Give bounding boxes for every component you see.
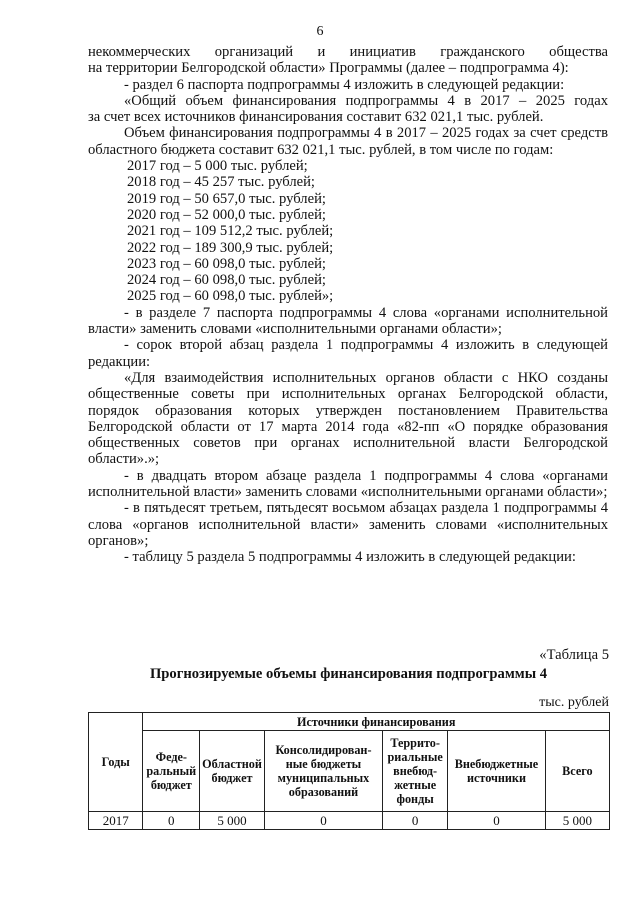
- year-line: 2020 год – 52 000,0 тыс. рублей;: [127, 206, 326, 223]
- paragraph: - в разделе 7 паспорта подпрограммы 4 слова «органами исполнительной власти» заменить словами «исполнительными органами области»;: [88, 304, 608, 338]
- header-territorial: Террито-риальные внебюд-жетные фонды: [383, 731, 448, 812]
- page-number: 6: [316, 24, 324, 39]
- year-line: 2018 год – 45 257 тыс. рублей;: [127, 174, 315, 191]
- header-municipal: Консолидирован-ные бюджеты муниципальных образований: [264, 731, 382, 812]
- year-line: 2019 год – 50 657,0 тыс. рублей;: [127, 190, 326, 207]
- paragraph: - в пятьдесят третьем, пятьдесят восьмом абзацах раздела 1 подпрограммы 4 слова «органов исполнительной власти» заменить словами «исполнительных органов»;: [88, 500, 608, 549]
- cell-territorial: 0: [383, 812, 448, 830]
- paragraph: за счет всех источников финансирования составит 632 021,1 тыс. рублей.: [88, 109, 544, 126]
- table-caption: «Таблица 5: [539, 647, 609, 663]
- cell-regional: 5 000: [200, 812, 265, 830]
- header-total: Всего: [545, 731, 609, 812]
- paragraph: «Для взаимодействия исполнительных органов области с НКО созданы общественные советы при исполнительных органах Белгородской области, порядок образования которых утвержден постановлением Правительства Белгородской области от 17 марта 2014 года «82-пп «О порядке образования общественных советов при органах исполнительной власти Белгородской области».»;: [88, 369, 608, 468]
- year-line: 2023 год – 60 098,0 тыс. рублей;: [127, 255, 326, 272]
- header-years: Годы: [89, 713, 143, 812]
- paragraph: - сорок второй абзац раздела 1 подпрограммы 4 изложить в следующей редакции:: [88, 337, 608, 370]
- header-sources: Источники финансирования: [143, 713, 610, 731]
- year-line: 2025 год – 60 098,0 тыс. рублей»;: [127, 288, 334, 305]
- year-line: 2022 год – 189 300,9 тыс. рублей;: [127, 239, 334, 256]
- document-body: [88, 44, 608, 566]
- year-line: 2024 год – 60 098,0 тыс. рублей;: [127, 272, 326, 289]
- paragraph: - таблицу 5 раздела 5 подпрограммы 4 изложить в следующей редакции:: [124, 549, 576, 566]
- cell-federal: 0: [143, 812, 200, 830]
- paragraph: Объем финансирования подпрограммы 4 в 2017 – 2025 годах за счет средств областного бюджета составит 632 021,1 тыс. рублей, в том числе по годам:: [88, 125, 608, 158]
- cell-year: 2017: [89, 812, 143, 830]
- cell-municipal: 0: [264, 812, 382, 830]
- table-title: Прогнозируемые объемы финансирования подпрограммы 4: [149, 666, 548, 682]
- financing-table: [88, 712, 610, 830]
- cell-total: 5 000: [545, 812, 609, 830]
- header-regional: Областной бюджет: [200, 731, 265, 812]
- paragraph: на территории Белгородской области» Программы (далее – подпрограмма 4):: [88, 60, 569, 77]
- header-federal: Феде-ральный бюджет: [143, 731, 200, 812]
- year-line: 2017 год – 5 000 тыс. рублей;: [127, 158, 308, 175]
- table-units: тыс. рублей: [539, 695, 609, 710]
- paragraph: «Общий объем финансирования подпрограммы 4 в 2017 – 2025 годах: [124, 92, 608, 109]
- paragraph: - в двадцать втором абзаце раздела 1 подпрограммы 4 слова «органами исполнительной власти» заменить словами «исполнительными органами области»;: [88, 467, 608, 501]
- table-row: [89, 812, 610, 830]
- paragraph: некоммерческих организаций и инициатив гражданского общества: [88, 44, 608, 60]
- cell-extra: 0: [448, 812, 546, 830]
- header-extra: Внебюджетные источники: [448, 731, 546, 812]
- year-line: 2021 год – 109 512,2 тыс. рублей;: [127, 223, 334, 240]
- paragraph: - раздел 6 паспорта подпрограммы 4 изложить в следующей редакции:: [124, 76, 565, 93]
